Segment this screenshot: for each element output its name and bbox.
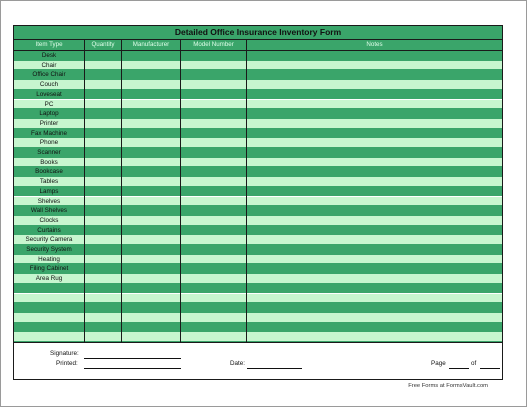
table-row[interactable] [14,109,502,119]
signature-label: Signature: [50,350,79,357]
page-total-line[interactable] [480,368,500,369]
item-type-cell [14,332,84,341]
of-label: of [471,360,477,367]
column-header-notes: Notes [366,41,383,48]
table-bottom-border [14,342,502,343]
page-number-line[interactable] [449,368,469,369]
table-row[interactable] [14,119,502,129]
column-header-manufacturer: Manufacturer [132,41,170,48]
printed-label: Printed: [56,360,78,367]
item-type-cell: Desk [41,52,57,59]
item-type-cell: Security Camera [25,236,73,244]
item-type-cell: Filing Cabinet [29,265,69,273]
item-type-cell: Area Rug [35,275,63,283]
form-title: Detailed Office Insurance Inventory Form [14,26,502,40]
column-header-row [14,40,502,51]
table-row[interactable] [14,235,502,245]
item-type-cell [14,323,84,332]
table-row[interactable] [14,148,502,158]
item-type-cell: Printer [39,119,59,127]
table-row[interactable] [14,129,502,139]
table-row[interactable] [14,197,502,207]
item-type-cell: PC [44,100,54,108]
page-label: Page [431,360,446,367]
table-row[interactable] [14,70,502,80]
table-row[interactable] [14,245,502,255]
item-type-cell: Chair [41,61,57,69]
table-row[interactable] [14,284,502,294]
item-type-cell: Lamps [39,187,59,195]
column-divider [84,40,85,342]
date-line[interactable] [247,368,302,369]
item-type-cell: Phone [39,139,59,147]
table-row[interactable] [14,206,502,216]
item-type-cell: Laptop [39,110,59,118]
item-type-cell: Curtains [37,226,61,234]
column-header-quantity: Quantity [91,41,115,48]
column-header-item-type: Item Type [35,41,63,48]
table-row[interactable] [14,274,502,284]
item-type-cell: Loveseat [36,90,62,98]
item-type-cell: Books [40,158,58,166]
item-type-cell: Tables [39,178,59,186]
item-type-cell: Shelves [37,197,61,205]
item-type-cell: Bookcase [35,168,63,176]
table-row[interactable] [14,226,502,236]
table-row[interactable] [14,177,502,187]
item-type-cell: Security System [26,246,72,253]
column-divider [180,40,181,342]
column-divider [246,40,247,342]
inventory-form [13,25,503,380]
table-row[interactable] [14,303,502,313]
table-row[interactable] [14,90,502,100]
table-row[interactable] [14,255,502,265]
column-divider [121,40,122,342]
item-type-cell: Couch [39,81,59,89]
inventory-rows [14,51,502,342]
table-row[interactable] [14,167,502,177]
table-row[interactable] [14,216,502,226]
item-type-cell: Wall Shelves [30,207,68,215]
item-type-cell [14,294,84,303]
table-row[interactable] [14,51,502,61]
column-header-model-number: Model Number [193,41,234,48]
item-type-cell: Fax Machine [30,129,68,137]
table-row[interactable] [14,187,502,197]
table-row[interactable] [14,158,502,168]
table-row[interactable] [14,61,502,71]
item-type-cell: Clocks [39,216,59,224]
table-row[interactable] [14,323,502,333]
item-type-cell: Heating [38,255,60,263]
table-row[interactable] [14,294,502,304]
date-label: Date: [230,360,246,367]
forms-credit: Free Forms at FormsVault.com [408,383,488,389]
table-row[interactable] [14,313,502,323]
item-type-cell: Scanner [37,149,61,156]
item-type-cell: Office Chair [32,71,66,79]
item-type-cell [14,284,84,293]
signature-line[interactable] [84,358,181,359]
item-type-cell [14,303,84,312]
table-row[interactable] [14,332,502,342]
table-row[interactable] [14,100,502,110]
printed-name-line[interactable] [84,368,181,369]
table-row[interactable] [14,264,502,274]
table-row[interactable] [14,138,502,148]
item-type-cell [14,313,84,322]
table-row[interactable] [14,80,502,90]
